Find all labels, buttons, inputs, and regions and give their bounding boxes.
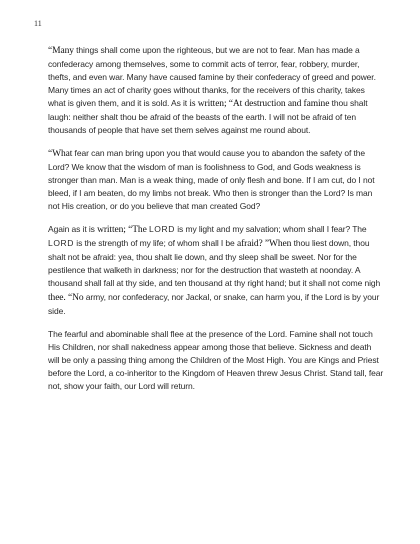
text-segment: is my light and my salvation; whom shall I fear? The bbox=[175, 224, 367, 234]
paragraph-3 bbox=[48, 223, 384, 318]
text-segment: fear can man bring upon you that would cause you to abandon the safety of the Lord? We know that the wisdom of man is foolishness to God, and Gods weakness is stronger than man. Man is a weak thing, made of only flesh and bone. If I am cut, do I not bleed, if I am beaten, do my limbs not break. Who then is stronger than the Lord? Is man not His creation, or do you believe that man created God? bbox=[48, 148, 375, 211]
text-segment: army, nor confederacy, nor Jackal, or snake, can harm you, if the Lord is by your side. bbox=[48, 292, 380, 316]
document-body bbox=[48, 44, 384, 403]
text-segment: written; “The bbox=[94, 225, 149, 235]
text-segment: things shall come upon the righteous, but we are not to fear. Man has made a confederacy among themselves, some to commit acts of terror, fear, robbery, murder, thefts, and even war. Many have caused famine by their confederacy of greed and power. Many times an act of charity goes without thanks, for the receivers of this charity, takes what is given them, and it is sold. As it bbox=[48, 45, 376, 108]
lord-small-caps: LORD bbox=[48, 238, 75, 248]
text-segment: is the strength of my life; of whom shall I be bbox=[74, 238, 235, 248]
text-segment: The fearful and abominable shall flee at the presence of the Lord. Famine shall not touch His Children, nor shall nakedness appear among those that believe. Sickness and death will be only a passing thing among the Children of the Most High. You are Kings and Priest before the Lord, a co-inheritor to the Kingdom of Heaven threw Jesus Christ. Stand tall, fear not, show your faith, our Lord will return. bbox=[48, 329, 384, 391]
paragraph-1 bbox=[48, 44, 384, 137]
paragraph-4 bbox=[48, 328, 384, 393]
lord-small-caps: LORD bbox=[148, 224, 175, 234]
text-segment: is written; “At destruction and famine bbox=[187, 99, 330, 109]
text-segment: thou liest down, thou shalt not be afraid: yea, thou shalt lie down, and thy sleep shall be sweet. Nor for the pestilence that walketh in darkness; nor for the destruction that wasteth at noonday. A thousand shall fall at thy side, and ten thousand at thy right hand; but it shall not come nigh bbox=[48, 238, 381, 288]
text-segment: afraid? ”When bbox=[234, 239, 292, 249]
text-segment: thee. “No bbox=[48, 293, 84, 303]
text-segment: thou shalt laugh: neither shalt thou be afraid of the beasts of the earth. I will not be afraid of ten thousands of people that have set them selves against me round about. bbox=[48, 98, 368, 135]
text-segment: “Many bbox=[48, 46, 74, 56]
text-segment: “What bbox=[48, 149, 73, 159]
page-number: 11 bbox=[34, 19, 42, 28]
paragraph-2 bbox=[48, 147, 384, 213]
text-segment: Again as it is bbox=[48, 224, 95, 234]
